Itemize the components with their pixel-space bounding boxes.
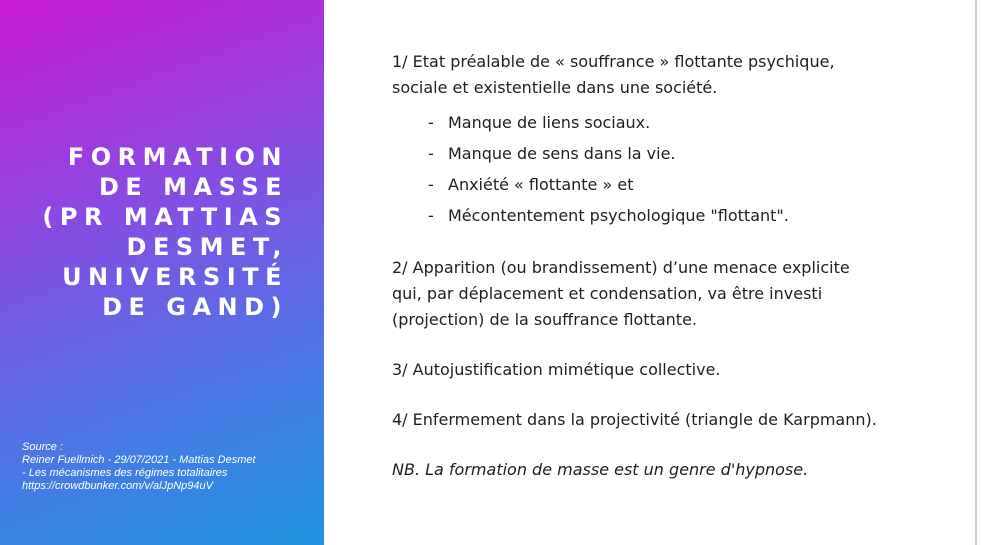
bullet-text: Manque de liens sociaux. xyxy=(448,113,651,132)
bullet-dash: - xyxy=(428,113,434,132)
slide-title: FORMATION DE MASSE (PR MATTIAS DESMET, UNIVERSITÉ DE GAND) xyxy=(42,143,288,321)
note: NB. La formation de masse est un genre d'hypnose. xyxy=(392,460,809,479)
bullet-text: Mécontentement psychologique "flottant". xyxy=(448,206,789,225)
bullet-item xyxy=(428,200,932,231)
bullet-text: Manque de sens dans la vie. xyxy=(448,144,676,163)
point-4: 4/ Enfermement dans la projectivité (triangle de Karpmann). xyxy=(392,410,877,429)
slide-edge-divider xyxy=(975,0,977,545)
point-3: 3/ Autojustification mimétique collective. xyxy=(392,360,721,379)
title-panel xyxy=(0,0,324,545)
bullet-list xyxy=(392,107,932,231)
point-2: 2/ Apparition (ou brandissement) d’une menace explicite qui, par déplacement et condensation, va être investi (projection) de la souffrance flottante. xyxy=(392,258,850,329)
bullet-dash: - xyxy=(428,144,434,163)
point-1: 1/ Etat préalable de « souffrance » flottante psychique, sociale et existentielle dans une société. xyxy=(392,52,835,97)
bullet-dash: - xyxy=(428,206,434,225)
bullet-text: Anxiété « flottante » et xyxy=(448,175,634,194)
bullet-item xyxy=(428,138,932,169)
bullet-item xyxy=(428,107,932,138)
source-citation: Source : Reiner Fuellmich - 29/07/2021 - Mattias Desmet - Les mécanismes des régimes totalitaires https://crowdbunker.com/v/alJpNp94uV xyxy=(22,441,256,492)
bullet-dash: - xyxy=(428,175,434,194)
content-body xyxy=(392,49,932,483)
bullet-item xyxy=(428,169,932,200)
